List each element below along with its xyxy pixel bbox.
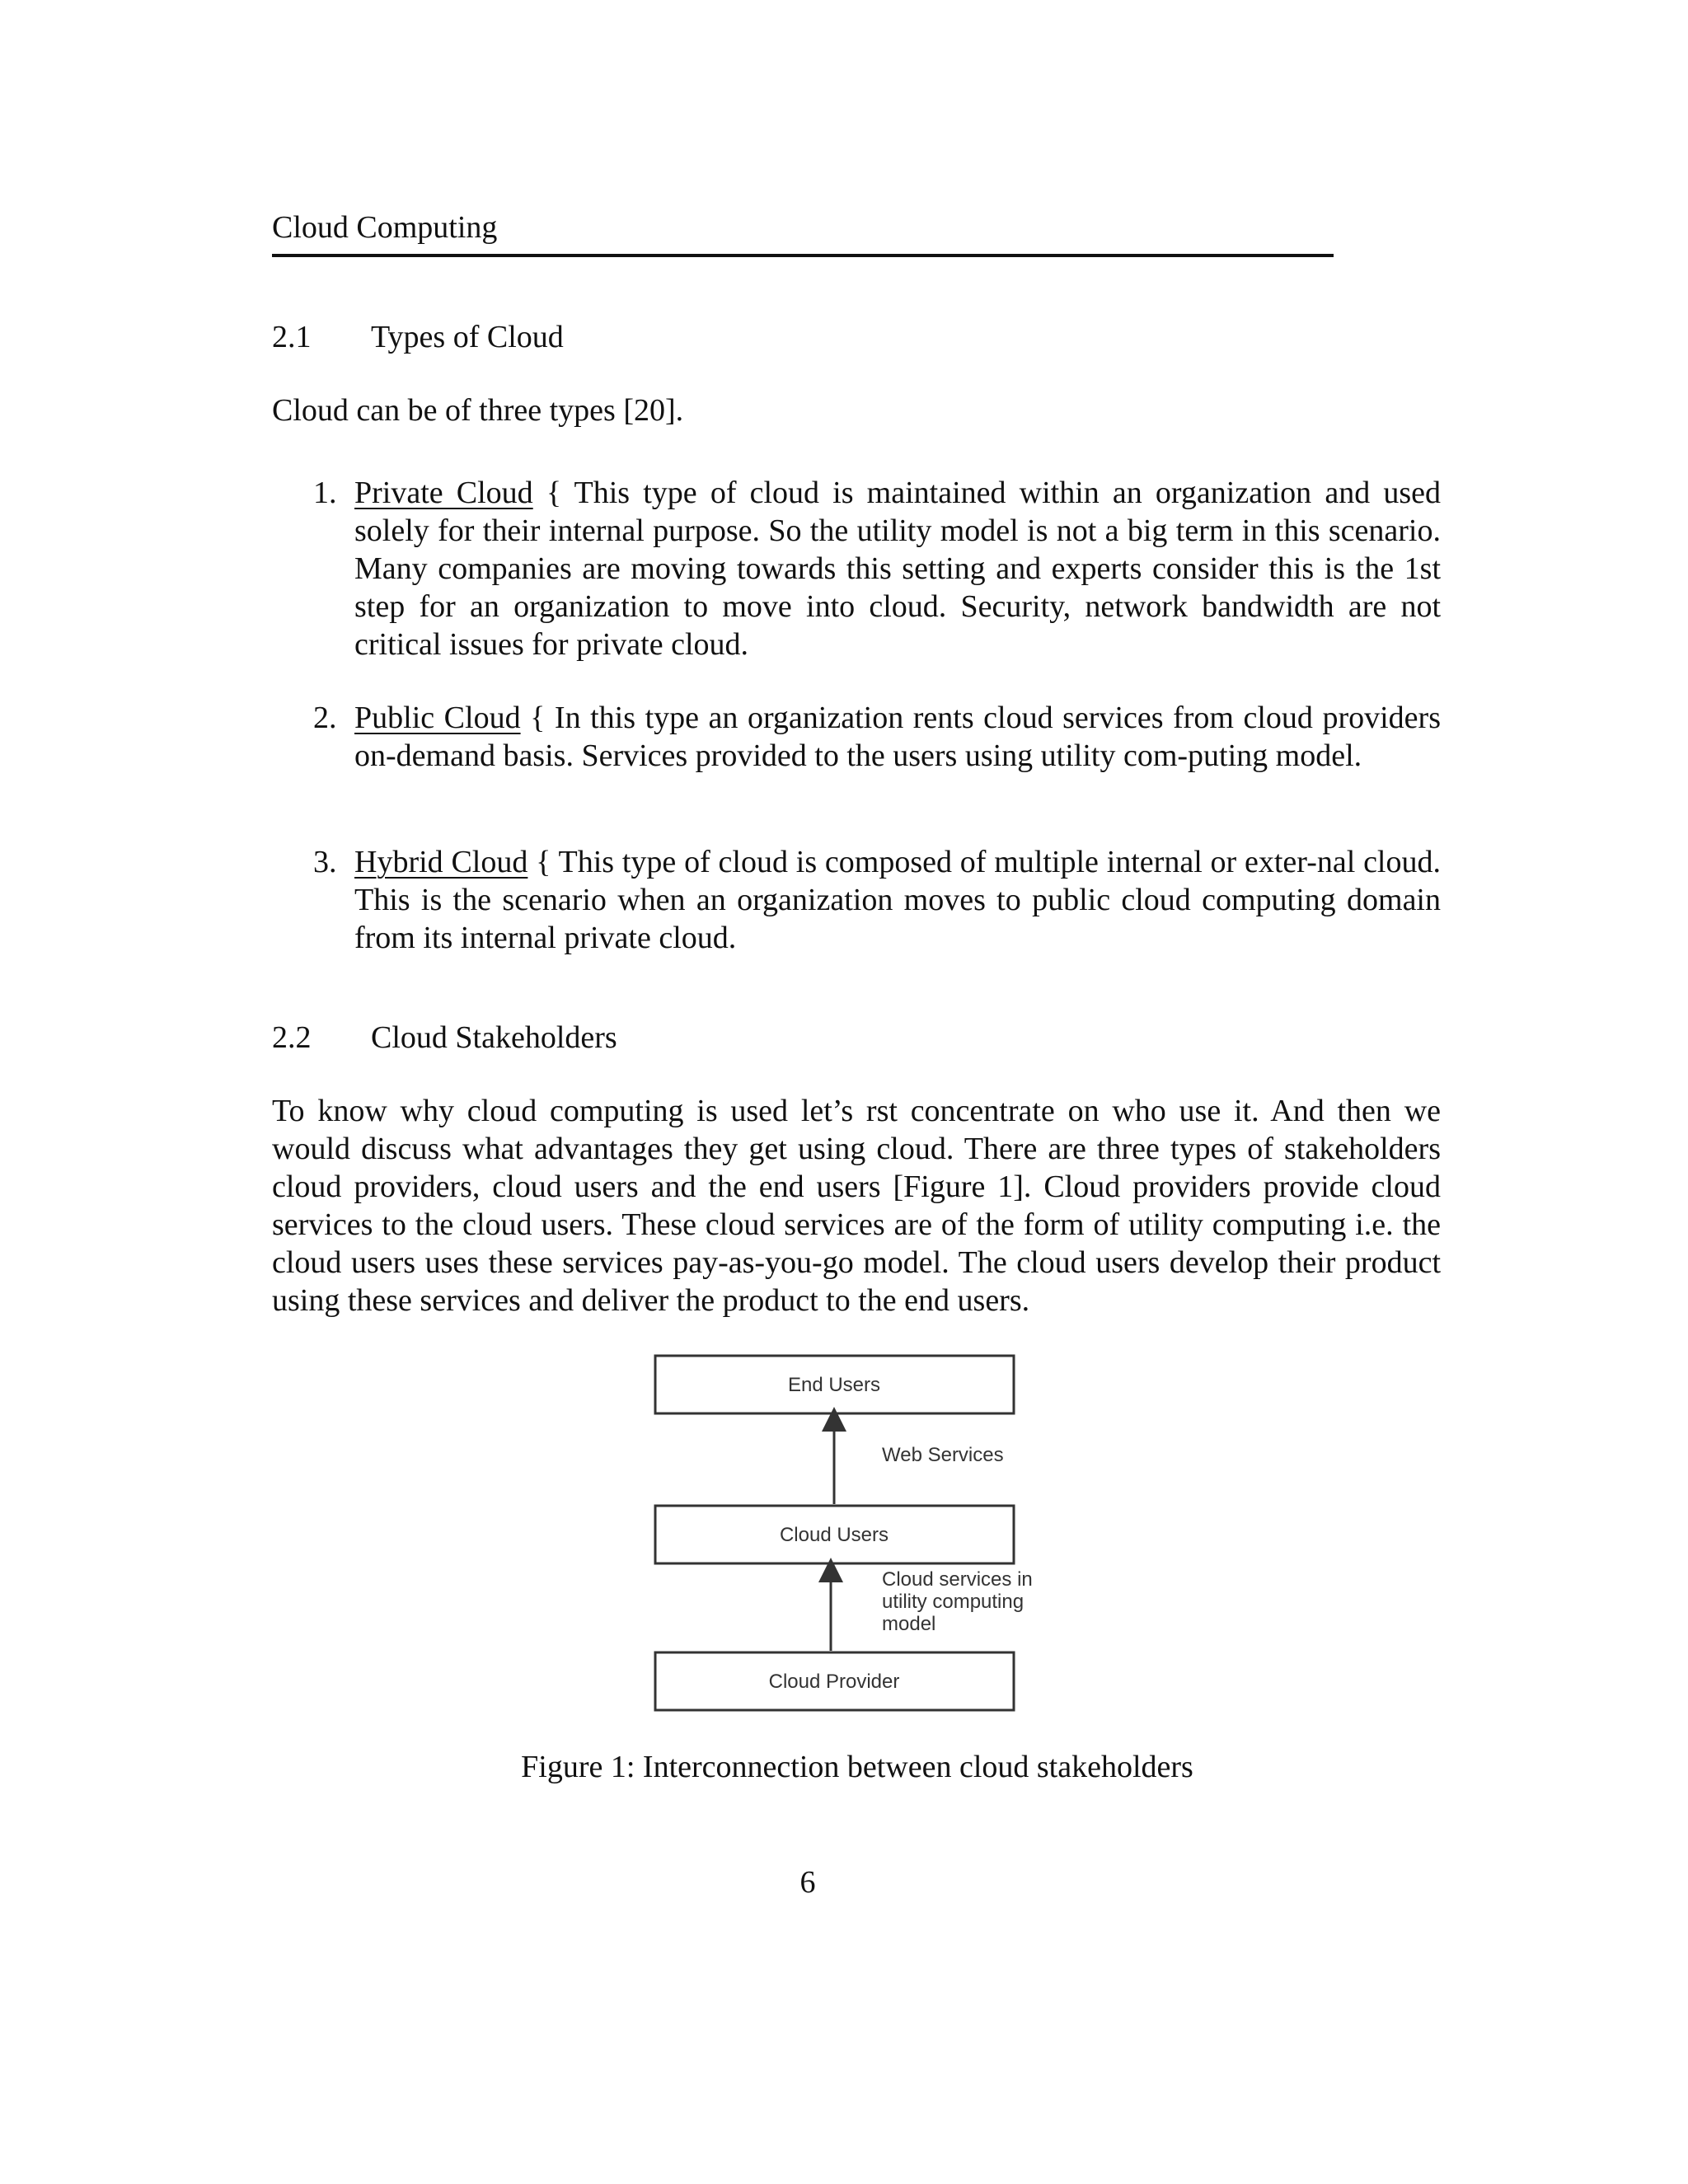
end-users-label: End Users <box>787 1374 881 1396</box>
list-item-public-cloud <box>313 699 1441 775</box>
list-item-text: { This type of cloud is maintained within an organization and used solely for their internal purpose. So the utility model is not a big term in this scenario. Many companies are moving towards this setting and experts consider this is the 1st step for an organization to move into cloud. Security, network bandwidth are not critical issues for private cloud. <box>354 476 1441 662</box>
list-item-body <box>354 843 1441 957</box>
cloud-services-label-line1: Cloud services in <box>882 1568 1033 1591</box>
term-private-cloud: Private Cloud <box>354 476 533 510</box>
list-marker: 1. <box>313 476 337 510</box>
term-public-cloud: Public Cloud <box>354 701 521 735</box>
figure-caption: Figure 1: Interconnection between cloud stakeholders <box>521 1750 1193 1784</box>
list-marker: 3. <box>313 845 337 879</box>
section-title: Types of Cloud <box>371 320 564 354</box>
types-intro-paragraph: Cloud can be of three types [20]. <box>272 393 684 428</box>
web-services-label: Web Services <box>882 1444 1004 1466</box>
cloud-users-label: Cloud Users <box>779 1524 889 1546</box>
cloud-services-label-line2: utility computing <box>882 1591 1025 1613</box>
section-heading-2-1 <box>272 317 564 357</box>
list-item-body <box>354 699 1441 775</box>
stakeholders-paragraph: To know why cloud computing is used let’s rst concentrate on who use it. And then we would discuss what advantages they get using cloud. There are three types of stakeholders cloud providers, cloud users and the end users [Figure 1]. Cloud providers provide cloud services to the cloud users. These cloud services are of the form of utility computing i.e. the cloud users uses these services pay-as-you-go model. The cloud users develop their product using these services and deliver the product to the end users. <box>272 1094 1441 1318</box>
term-hybrid-cloud: Hybrid Cloud <box>354 845 528 879</box>
list-item-hybrid-cloud <box>313 843 1441 957</box>
section-number: 2.2 <box>272 1020 312 1055</box>
list-item-private-cloud <box>313 474 1441 663</box>
stakeholders-diagram <box>643 1352 1071 1731</box>
list-item-text: { In this type an organization rents cloud services from cloud providers on-demand basis. Services provided to the users using utility com-puting model. <box>354 701 1441 773</box>
cloud-provider-label: Cloud Provider <box>768 1671 900 1693</box>
section-heading-2-2 <box>272 1018 617 1057</box>
list-item-body <box>354 474 1441 663</box>
running-header: Cloud Computing <box>272 208 1334 257</box>
list-marker: 2. <box>313 701 337 735</box>
section-title: Cloud Stakeholders <box>371 1020 617 1055</box>
page-number: 6 <box>799 1865 816 1900</box>
cloud-services-label-line3: model <box>882 1613 936 1635</box>
section-number: 2.1 <box>272 320 312 354</box>
list-item-text: { This type of cloud is composed of multiple internal or exter-nal cloud. This is the scenario when an organization moves to public cloud computing domain from its internal private cloud. <box>354 845 1441 955</box>
